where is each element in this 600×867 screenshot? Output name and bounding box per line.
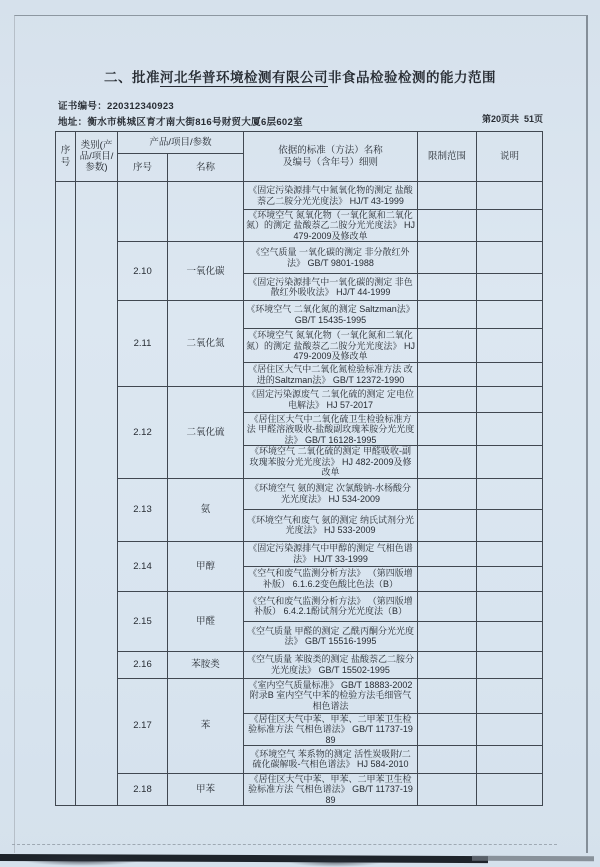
item-seq-cell: 2.14 [118, 541, 168, 591]
standard-cell: 《空气质量 甲醛的测定 乙酰丙酮分光光度法》 GB/T 15516-1995 [244, 621, 418, 651]
item-name-cell: 苯胺类 [168, 651, 244, 678]
header-category: 类别(产品/项目/参数) [76, 132, 118, 182]
limit-cell [418, 274, 477, 301]
item-name-cell: 二氧化硫 [168, 387, 244, 478]
header-product-group: 产品/项目/参数 [118, 132, 244, 154]
note-cell [477, 651, 543, 678]
standard-row [56, 541, 543, 566]
item-seq-cell: 2.18 [118, 773, 168, 805]
standard-cell: 《空气和废气监测分析方法》 （第四版增补版） 6.4.2.1酚试剂分光光度法（B） [244, 591, 418, 621]
scan-artifact-bottom-edge-light [472, 856, 594, 862]
note-cell [477, 242, 543, 274]
standard-cell: 《居住区大气中苯、甲苯、二甲苯卫生检验标准方法 气相色谱法》 GB/T 11737-1989 [244, 773, 418, 805]
item-name-cell: 苯 [168, 678, 244, 773]
standard-cell: 《居住区大气中二氧化硫卫生检验标准方法 甲醛溶液吸收-盐酸副玫瑰苯胺分光光度法》 GB/T 16128-1995 [244, 413, 418, 446]
title-prefix: 二、批准 [104, 70, 160, 85]
standard-cell: 《空气质量 苯胺类的测定 盐酸萘乙二胺分光光度法》 GB/T 15502-1995 [244, 651, 418, 678]
item-name-cell [168, 182, 244, 242]
standard-cell: 《固定污染源排气中氮氧化物的测定 盐酸萘乙二胺分光光度法》 HJ/T 43-1999 [244, 182, 418, 210]
standard-row [56, 182, 543, 210]
outer-seq-cell [56, 182, 76, 806]
standard-cell: 《室内空气质量标准》 GB/T 18883-2002 附录B 室内空气中苯的检验方法毛细管气相色谱法 [244, 678, 418, 713]
limit-cell [418, 242, 477, 274]
limit-cell [418, 210, 477, 242]
header-limit: 限制范围 [418, 132, 477, 182]
item-seq-cell: 2.10 [118, 242, 168, 301]
header-row-1 [56, 132, 543, 154]
item-name-cell: 甲醛 [168, 591, 244, 651]
limit-cell [418, 745, 477, 773]
limit-cell [418, 773, 477, 805]
limit-cell [418, 363, 477, 387]
standard-row [56, 387, 543, 413]
standard-row [56, 242, 543, 274]
limit-cell [418, 329, 477, 363]
page-number-indicator: 第20页共 51页 [481, 114, 543, 124]
standard-cell: 《环境空气 苯系物的测定 活性炭吸附/二硫化碳解吸-气相色谱法》 HJ 584-2010 [244, 745, 418, 773]
address-line [58, 114, 303, 128]
standard-cell: 《居住区大气中二氧化氮检验标准方法 改进的Saltzman法》 GB/T 12372-1990 [244, 363, 418, 387]
note-cell [477, 182, 543, 210]
standard-row [56, 678, 543, 713]
item-name-cell: 甲苯 [168, 773, 244, 805]
header-seq: 序号 [56, 132, 76, 182]
header-standard-line1: 依据的标准（方法）名称 [278, 145, 383, 157]
limit-cell [418, 446, 477, 478]
item-seq-cell: 2.12 [118, 387, 168, 478]
standard-cell: 《环境空气 氮氧化物（一氧化氮和二氧化氮）的测定 盐酸萘乙二胺分光光度法》 HJ 479-2009及修改单 [244, 210, 418, 242]
header-note: 说明 [477, 132, 543, 182]
scan-artifact-smudge [288, 857, 383, 867]
note-cell [477, 329, 543, 363]
item-name-cell: 二氧化氮 [168, 301, 244, 387]
limit-cell [418, 678, 477, 713]
item-name-cell: 甲醇 [168, 541, 244, 591]
limit-cell [418, 182, 477, 210]
standard-cell: 《空气和废气监测分析方法》 （第四版增补版） 6.1.6.2变色酸比色法（B） [244, 566, 418, 591]
limit-cell [418, 541, 477, 566]
header-sub-seq: 序号 [118, 154, 168, 182]
item-seq-cell: 2.13 [118, 478, 168, 541]
standard-row [56, 591, 543, 621]
standard-cell: 《环境空气 二氧化氮的测定 Saltzman法》 GB/T 15435-1995 [244, 301, 418, 329]
note-cell [477, 301, 543, 329]
item-seq-cell: 2.11 [118, 301, 168, 387]
address-value: 衡水市桃城区育才南大街816号财贸大厦6层602室 [87, 117, 303, 128]
standard-cell: 《固定污染源排气中甲醇的测定 气相色谱法》 HJ/T 33-1999 [244, 541, 418, 566]
item-seq-cell [118, 182, 168, 242]
standard-row [56, 651, 543, 678]
limit-cell [418, 621, 477, 651]
standard-cell: 《环境空气 氮氧化物（一氧化氮和二氧化氮）的测定 盐酸萘乙二胺分光光度法》 HJ 479-2009及修改单 [244, 329, 418, 363]
standard-cell: 《固定污染源排气中一氧化碳的测定 非色散红外吸收法》 HJ/T 44-1999 [244, 274, 418, 301]
scan-artifact-smudge [22, 854, 142, 866]
standard-cell: 《居住区大气中苯、甲苯、二甲苯卫生检验标准方法 气相色谱法》 GB/T 11737-1989 [244, 713, 418, 745]
standard-row [56, 301, 543, 329]
scan-artifact-dotted-line [12, 844, 557, 845]
standard-cell: 《环境空气 二氧化硫的测定 甲醛吸收-副玫瑰苯胺分光光度法》 HJ 482-2009及修改单 [244, 446, 418, 478]
item-seq-cell: 2.16 [118, 651, 168, 678]
note-cell [477, 413, 543, 446]
note-cell [477, 387, 543, 413]
certificate-label: 证书编号： [58, 101, 108, 112]
note-cell [477, 713, 543, 745]
certificate-number-line [58, 98, 174, 112]
note-cell [477, 274, 543, 301]
note-cell [477, 745, 543, 773]
note-cell [477, 363, 543, 387]
note-cell [477, 541, 543, 566]
standard-cell: 《空气质量 一氧化碳的测定 非分散红外法》 GB/T 9801-1988 [244, 242, 418, 274]
limit-cell [418, 713, 477, 745]
note-cell [477, 566, 543, 591]
item-name-cell: 一氧化碳 [168, 242, 244, 301]
item-seq-cell: 2.17 [118, 678, 168, 773]
page-title [0, 66, 600, 86]
header-standard [244, 132, 418, 182]
standard-row [56, 478, 543, 509]
standard-row [56, 773, 543, 805]
note-cell [477, 446, 543, 478]
note-cell [477, 678, 543, 713]
certificate-number: 220312340923 [107, 101, 175, 112]
note-cell [477, 621, 543, 651]
outer-category-cell [76, 182, 118, 806]
header-standard-line2: 及编号（含年号）细则 [282, 156, 378, 168]
note-cell [477, 773, 543, 805]
limit-cell [418, 301, 477, 329]
standard-cell: 《环境空气 氨的测定 次氯酸钠-水杨酸分光光度法》 HJ 534-2009 [244, 478, 418, 509]
item-name-cell: 氨 [168, 478, 244, 541]
note-cell [477, 509, 543, 541]
title-suffix: 非食品检验检测的能力范围 [328, 70, 496, 85]
limit-cell [418, 591, 477, 621]
capability-scope-table [55, 131, 543, 806]
header-sub-name: 名称 [168, 154, 244, 182]
title-company-name: 河北华普环境检测有限公司 [160, 70, 328, 85]
note-cell [477, 478, 543, 509]
item-seq-cell: 2.15 [118, 591, 168, 651]
address-label: 地址： [58, 117, 88, 128]
limit-cell [418, 566, 477, 591]
limit-cell [418, 413, 477, 446]
standard-cell: 《环境空气和废气 氨的测定 纳氏试剂分光光度法》 HJ 533-2009 [244, 509, 418, 541]
limit-cell [418, 651, 477, 678]
standard-cell: 《固定污染源废气 二氧化硫的测定 定电位电解法》 HJ 57-2017 [244, 387, 418, 413]
limit-cell [418, 478, 477, 509]
limit-cell [418, 387, 477, 413]
note-cell [477, 210, 543, 242]
limit-cell [418, 509, 477, 541]
note-cell [477, 591, 543, 621]
